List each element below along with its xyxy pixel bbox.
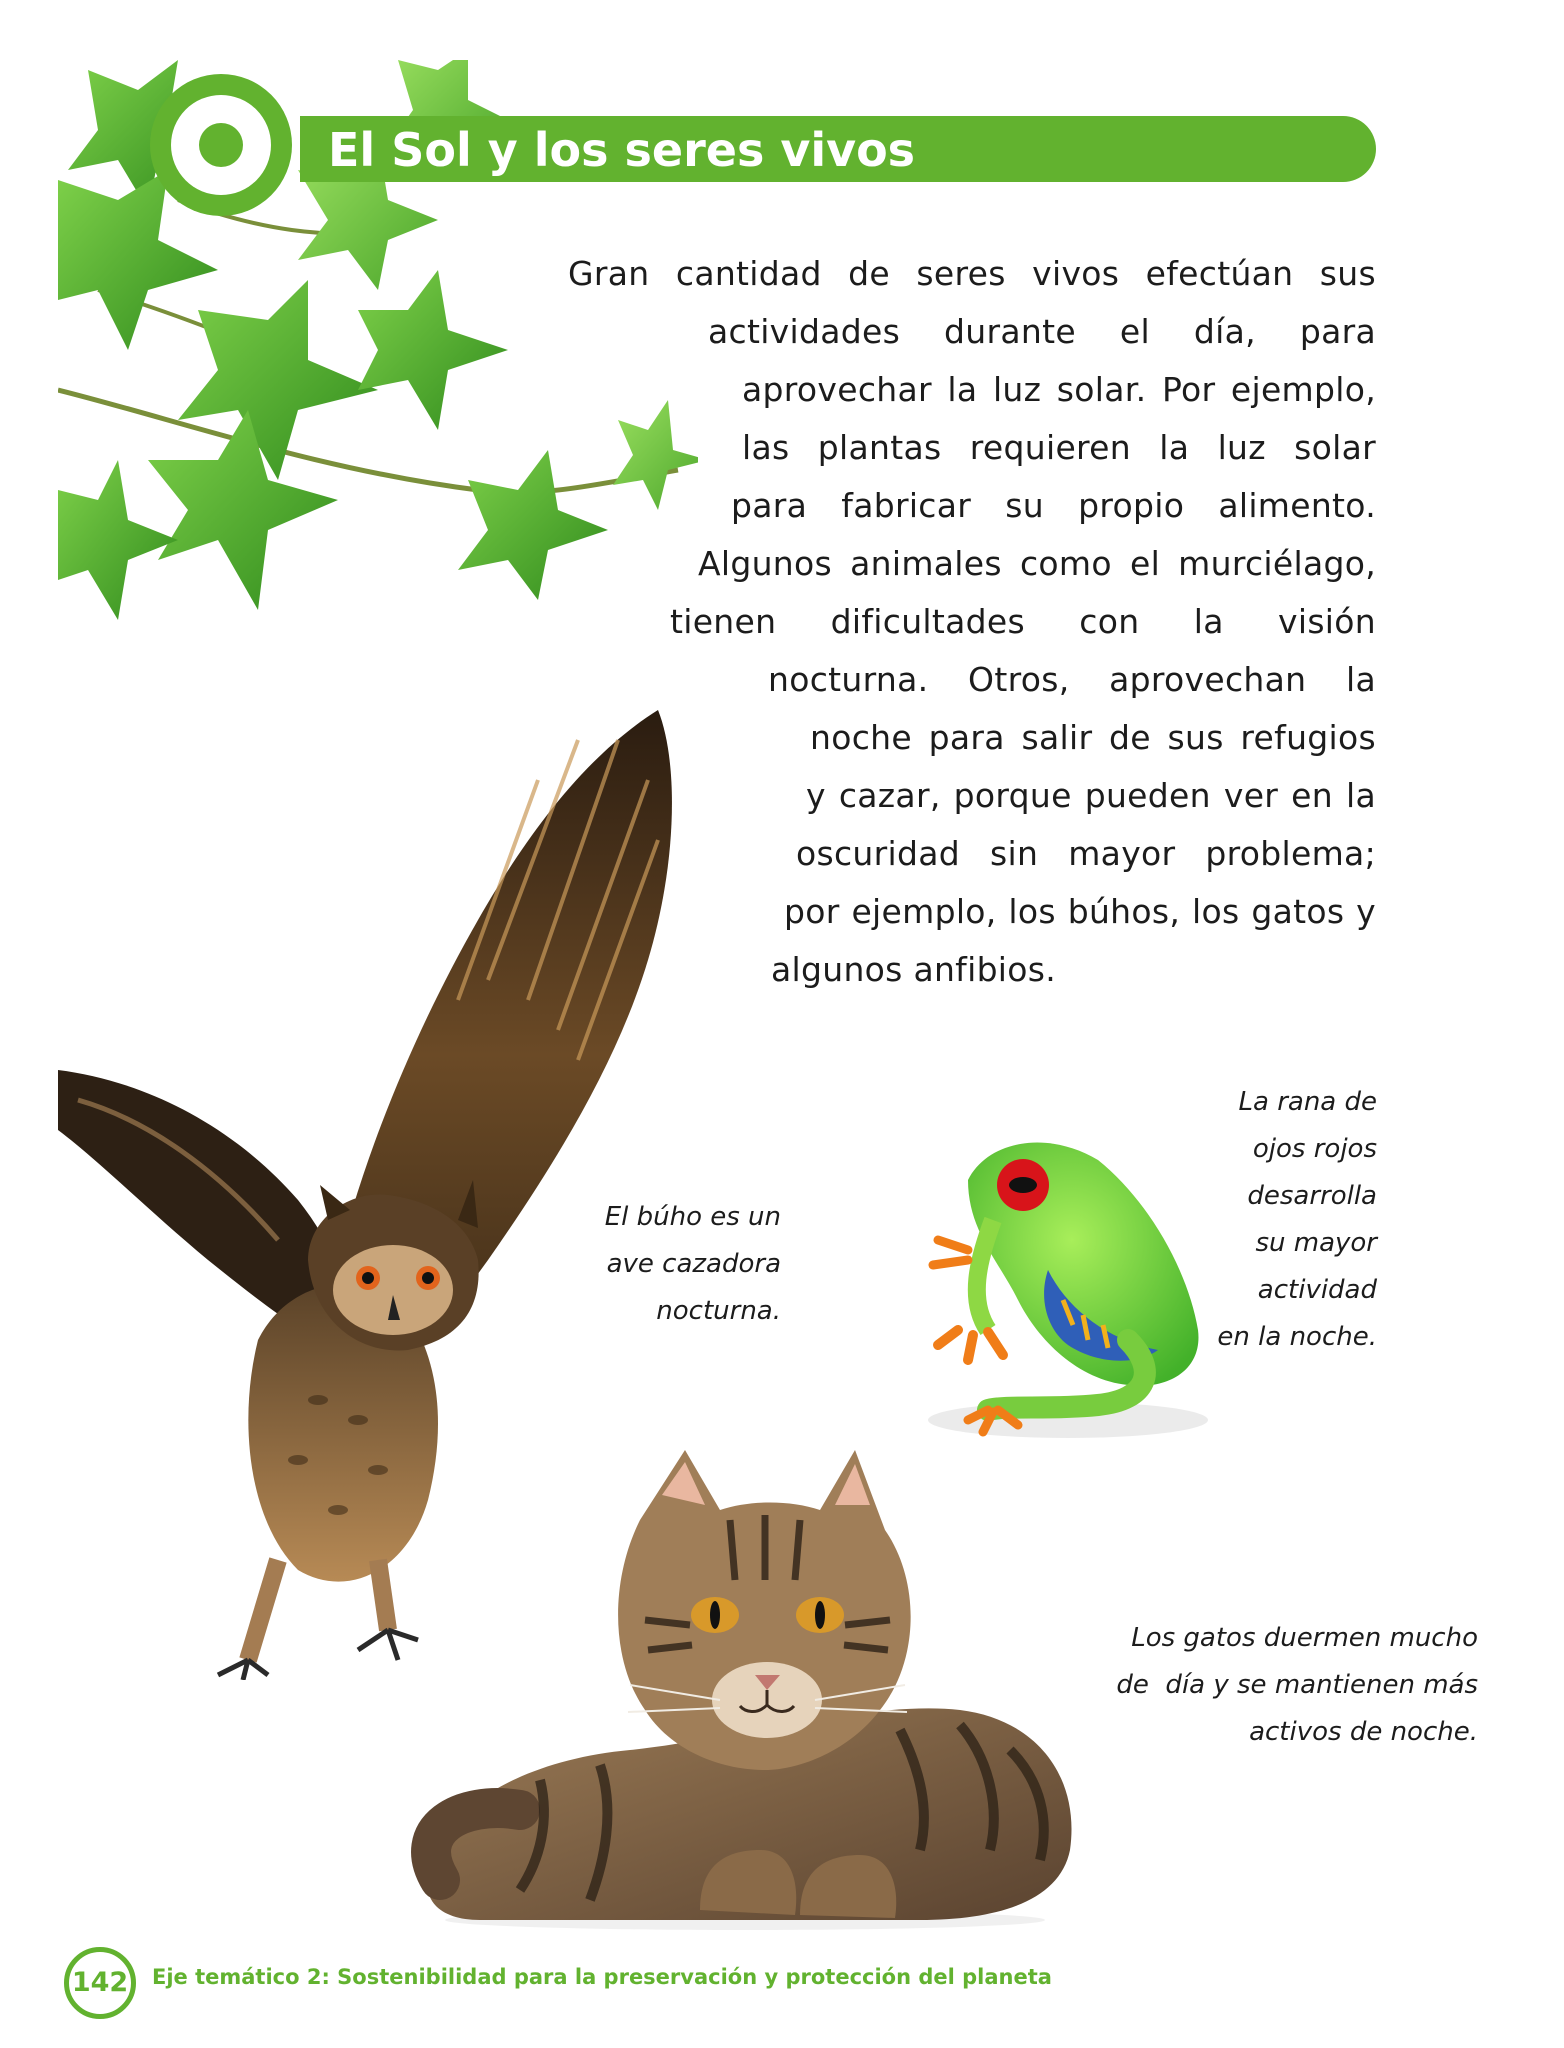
caption-line: su mayor — [1255, 1228, 1377, 1258]
paragraph-line: tienen dificultades con la visión — [670, 602, 1376, 641]
caption-line: La rana de — [1238, 1087, 1377, 1117]
paragraph-line: aprovechar la luz solar. Por ejemplo, — [742, 370, 1376, 409]
caption-line: activos de noche. — [1249, 1717, 1478, 1747]
page-number: 142 — [64, 1947, 136, 2019]
paragraph-line: nocturna. Otros, aprovechan la — [768, 660, 1376, 699]
paragraph-line: las plantas requieren la luz solar — [742, 428, 1376, 467]
paragraph-line: Algunos animales como el murciélago, — [698, 544, 1376, 583]
cat-illustration — [400, 1450, 1090, 1930]
paragraph-line: algunos anfibios. — [771, 950, 1057, 989]
page-title: El Sol y los seres vivos — [328, 123, 916, 177]
title-badge-dot — [199, 123, 243, 167]
caption-line: de día y se mantienen más — [1116, 1670, 1478, 1700]
caption-line: actividad — [1257, 1275, 1377, 1305]
paragraph-line: por ejemplo, los búhos, los gatos y — [784, 892, 1376, 931]
caption-line: Los gatos duermen mucho — [1131, 1623, 1478, 1653]
paragraph-line: para fabricar su propio alimento. — [731, 486, 1376, 525]
caption-line: ave cazadora — [606, 1249, 781, 1279]
paragraph-line: noche para salir de sus refugios — [810, 718, 1376, 757]
caption-line: El búho es un — [604, 1202, 781, 1232]
caption-line: desarrolla — [1247, 1181, 1377, 1211]
frog-illustration — [898, 1120, 1238, 1450]
caption-line: en la noche. — [1217, 1322, 1377, 1352]
caption-line: nocturna. — [656, 1296, 781, 1326]
footer-section-title: Eje temático 2: Sostenibilidad para la preservación y protección del planeta — [152, 1965, 1052, 1989]
paragraph-line: actividades durante el día, para — [708, 312, 1376, 351]
paragraph-line: Gran cantidad de seres vivos efectúan sus — [568, 254, 1376, 293]
paragraph-line: y cazar, porque pueden ver en la — [806, 776, 1376, 815]
caption-line: ojos rojos — [1252, 1134, 1377, 1164]
paragraph-line: oscuridad sin mayor problema; — [796, 834, 1376, 873]
